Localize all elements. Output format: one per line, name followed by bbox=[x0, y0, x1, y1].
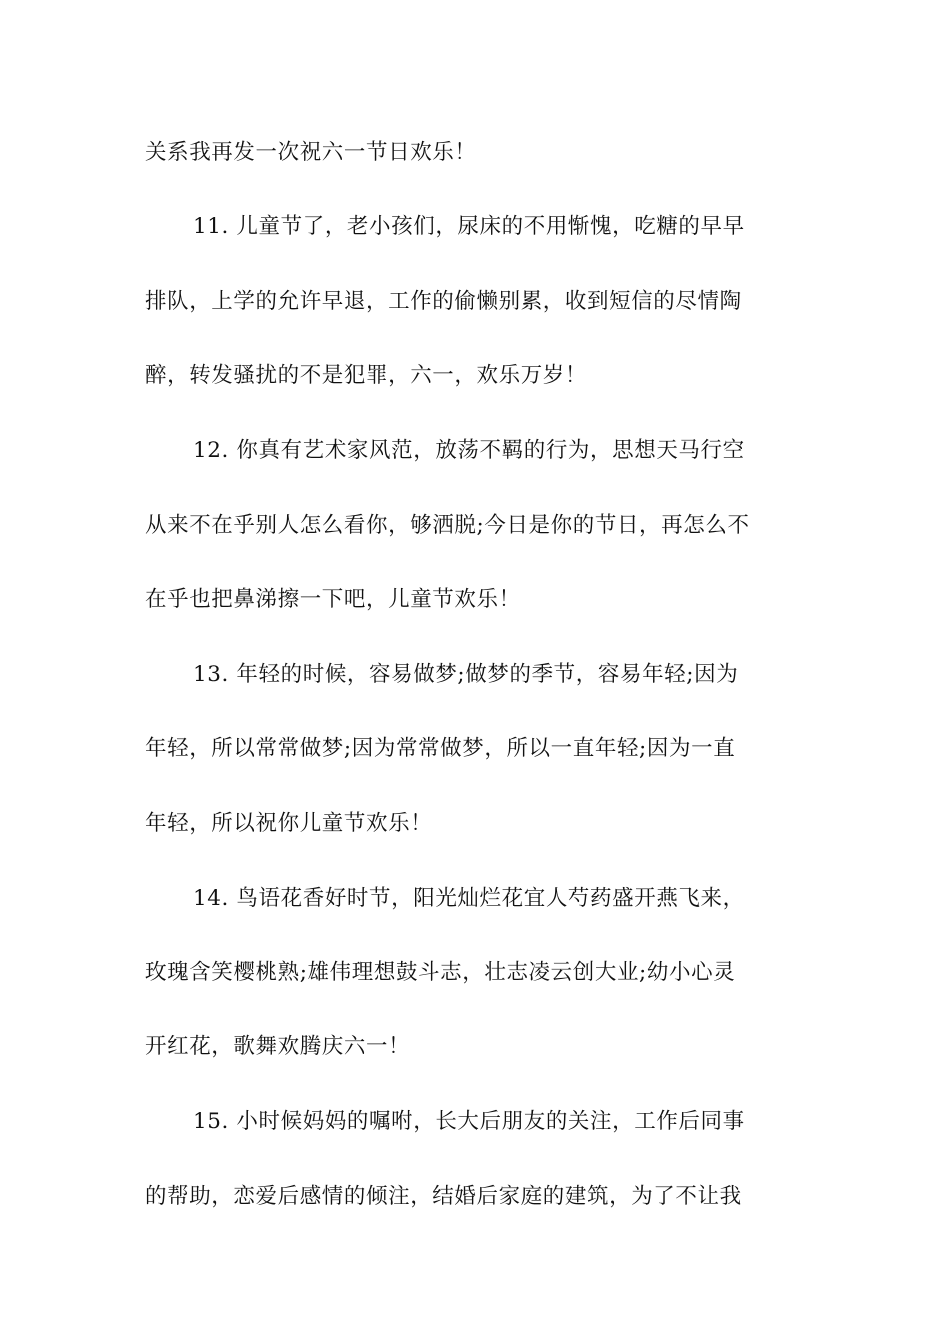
paragraph-15-line-1: 15. 小时候妈妈的嘱咐，长大后朋友的关注，工作后同事 bbox=[193, 1109, 745, 1134]
text-line: 开红花，歌舞欢腾庆六一！ bbox=[145, 1034, 411, 1059]
text-line: 从来不在乎别人怎么看你，够洒脱;今日是你的节日，再怎么不 bbox=[145, 513, 750, 538]
text-line: 在乎也把鼻涕擦一下吧，儿童节欢乐！ bbox=[145, 587, 521, 612]
paragraph-11-line-1: 11. 儿童节了，老小孩们，尿床的不用惭愧，吃糖的早早 bbox=[193, 214, 745, 239]
text-line: 关系我再发一次祝六一节日欢乐！ bbox=[145, 140, 477, 165]
paragraph-12-line-1: 12. 你真有艺术家风范，放荡不羁的行为，思想天马行空 bbox=[193, 438, 745, 463]
text-line: 醉，转发骚扰的不是犯罪，六一，欢乐万岁！ bbox=[145, 363, 588, 388]
text-line: 玫瑰含笑樱桃熟;雄伟理想鼓斗志，壮志凌云创大业;幼小心灵 bbox=[145, 960, 736, 985]
text-line: 年轻，所以常常做梦;因为常常做梦，所以一直年轻;因为一直 bbox=[145, 736, 736, 761]
text-line: 年轻，所以祝你儿童节欢乐！ bbox=[145, 811, 433, 836]
paragraph-14-line-1: 14. 鸟语花香好时节，阳光灿烂花宜人芍药盛开燕飞来， bbox=[193, 886, 745, 911]
paragraph-13-line-1: 13. 年轻的时候，容易做梦;做梦的季节，容易年轻;因为 bbox=[193, 662, 739, 687]
text-line: 的帮助，恋爱后感情的倾注，结婚后家庭的建筑，为了不让我 bbox=[145, 1184, 742, 1209]
text-line: 排队，上学的允许早退，工作的偷懒别累，收到短信的尽情陶 bbox=[145, 289, 742, 314]
